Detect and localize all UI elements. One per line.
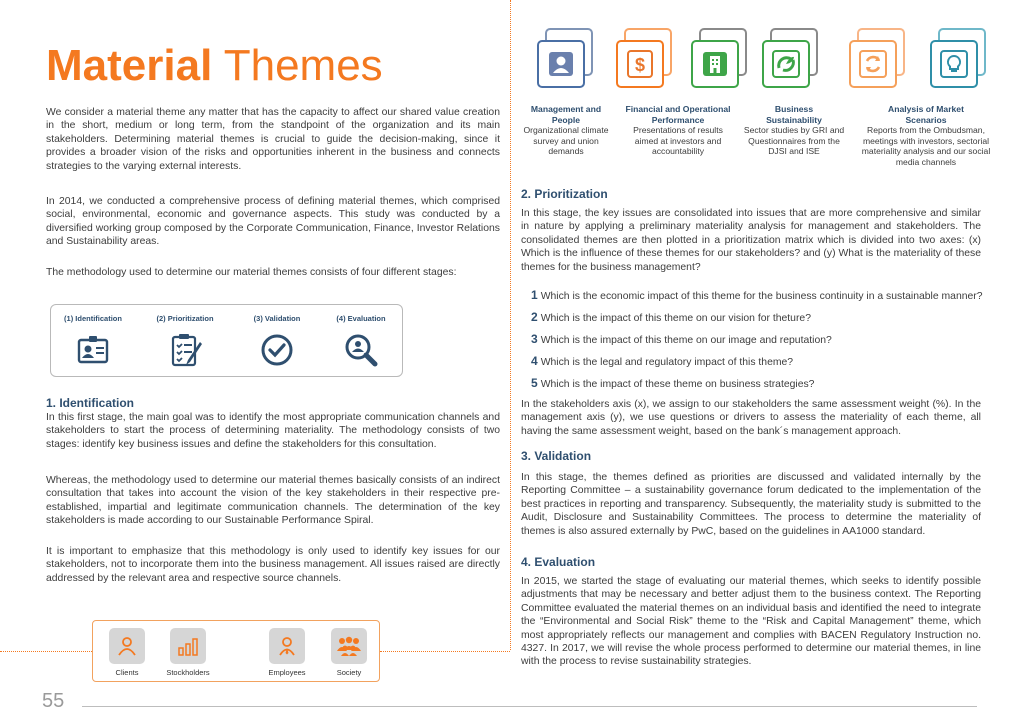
stages-diagram xyxy=(50,304,403,377)
svg-text:$: $ xyxy=(634,55,646,75)
stakeholder-label: Society xyxy=(336,668,362,677)
category-heading: Financial and Operational Performance xyxy=(625,104,731,125)
category-heading: Business Sustainability xyxy=(766,104,822,125)
stakeholder-tile xyxy=(109,628,145,664)
stakeholder-employees xyxy=(257,628,317,677)
stakeholder-label: Employees xyxy=(268,668,306,677)
question-text: Which is the impact of these theme on business strategies? xyxy=(540,379,815,390)
stage-label: (4) Evaluation xyxy=(336,314,386,323)
question-item xyxy=(531,351,1001,373)
question-text: Which is the economic impact of this theme for the business continuity in a sustainable manner? xyxy=(540,291,983,302)
stakeholder-tile xyxy=(170,628,206,664)
identification-heading: 1. Identification xyxy=(46,396,135,410)
stakeholders-diagram xyxy=(92,620,380,682)
question-number: 1 xyxy=(531,288,538,302)
group-icon xyxy=(336,635,362,657)
validation-paragraph: In this stage, the themes defined as priorities are discussed and validated internally by the Reporting Committee – a sustainability governance forum dedicated to the implementation of the best practices in reporting and transparency. Subsequently, the materiality study is submitted to the Audit, Disclosure and Sustainability Committees. The process to determine the materiality of themes is also assured externally by PwC, based on the guidelines in AA1000 standard. xyxy=(521,472,981,537)
question-number: 3 xyxy=(531,332,538,346)
question-number: 4 xyxy=(531,354,538,368)
page-title-bold: Material xyxy=(46,41,213,90)
prioritization-heading: 2. Prioritization xyxy=(521,187,608,201)
magnifier-icon xyxy=(343,332,379,368)
checklist-icon xyxy=(167,332,203,368)
question-item xyxy=(531,373,1001,395)
identification-paragraph-1: In this first stage, the main goal was to identify the most appropriate communication channels and stakeholders to start the process of determining materiality. The methodology consists of two stages: identify key business issues and define the stakeholders for this consultation. xyxy=(46,412,500,450)
employee-icon xyxy=(276,635,298,657)
category-heading: Management and People xyxy=(530,104,602,125)
intro-paragraph-3: The methodology used to determine our material themes consists of four different stages: xyxy=(46,267,457,278)
stage-evaluation xyxy=(321,314,401,373)
stakeholder-clients xyxy=(97,628,157,677)
question-text: Which is the impact of this theme on our image and reputation? xyxy=(540,335,832,346)
stage-prioritization xyxy=(145,314,225,373)
page-title-light: Themes xyxy=(223,41,383,90)
identification-paragraph-2: Whereas, the methodology used to determine our material themes basically consists of an indirect consultation that takes into account the vision of the key stakeholders in their respective pre-established, impartial and legitimate communication channels. The determination of the key stakeholders is made according to our Sustainable Performance Spiral. xyxy=(46,475,500,527)
stage-identification xyxy=(53,314,133,373)
identification-paragraph-3: It is important to emphasize that this methodology is only used to identify key issues for our stakeholders, not to incorporate them into the business management. All issues raised are directly addressed by the relevant area and respective source channels. xyxy=(46,546,500,584)
evaluation-heading: 4. Evaluation xyxy=(521,555,596,569)
stakeholder-tile xyxy=(331,628,367,664)
stage-label: (1) Identification xyxy=(64,314,122,323)
prioritization-after-paragraph: In the stakeholders axis (x), we assign to our stakeholders the same assessment weight (%). In the management axis (y), we use questions or drivers to assess the materiality of each theme, all having the same assessment weight, based on the bank´s management approach. xyxy=(521,399,981,437)
stage-validation xyxy=(237,314,317,373)
intro-paragraph-1: We consider a material theme any matter that has the capacity to affect our shared value creation in the short, medium or long term, from the standpoint of the organization and its main stakeholders. Determining material themes is crucial to guide the decision-making, since it provides a broader vision of the risks and opportunities inherent in the business and connects strategies to the varying external interests. xyxy=(46,107,500,172)
stage-label: (3) Validation xyxy=(253,314,301,323)
column-divider xyxy=(510,0,511,650)
category-text: Presentations of results aimed at investors and accountability xyxy=(633,125,723,157)
stakeholder-stockholders xyxy=(158,628,218,677)
question-item xyxy=(531,307,1001,329)
question-number: 5 xyxy=(531,376,538,390)
page-title xyxy=(46,40,383,92)
question-item xyxy=(531,329,1001,351)
stage-label: (2) Prioritization xyxy=(156,314,214,323)
check-circle-icon xyxy=(259,332,295,368)
category-text: Sector studies by GRI and Questionnaires from the DJSI and ISE xyxy=(743,125,845,157)
prioritization-paragraph: In this stage, the key issues are consolidated into issues that are more comprehensive and similar in nature by applying a preliminary materiality analysis for management and stakeholders. The consolidated themes are then plotted in a prioritization matrix which is divided into two axes: (x) Which is the influence of these themes for our stakeholders? and (y) What is the materiality of these themes for the business management? xyxy=(521,208,981,273)
id-card-icon xyxy=(75,332,111,368)
right-column xyxy=(521,0,999,724)
stakeholder-tile xyxy=(269,628,305,664)
intro-paragraph-2: In 2014, we conducted a comprehensive process of defining material themes, which comprised social, environmental, economic and governance aspects. This study was conducted by a diversified working group composed by the Corporate Communication, Finance, Investor Relations and Sustainability areas. xyxy=(46,196,500,248)
question-number: 2 xyxy=(531,310,538,324)
person-icon xyxy=(116,635,138,657)
question-text: Which is the legal and regulatory impact of this theme? xyxy=(540,357,794,368)
stakeholder-label: Clients xyxy=(115,668,139,677)
stakeholder-society xyxy=(319,628,379,677)
stakeholder-label: Stockholders xyxy=(166,668,210,677)
question-text: Which is the impact of this theme on our vision for theture? xyxy=(540,313,811,324)
category-text: Organizational climate survey and union demands xyxy=(523,125,609,157)
evaluation-paragraph: In 2015, we started the stage of evaluating our material themes, which seeks to identify possible adjustments that may be necessary and better adjust them to the business context. The Reporting Committee evaluated the material themes on an individual basis and identified the need to integrate the “Environmental and Social Risk” theme to the “Risk and Capital Management” theme, which most appropriately reflects our management and complies with BACEN Regulatory Instruction no. 4327. In 2017, we will revise the whole process performed to determine our material themes, in line with the process to revise sustainability strategies. xyxy=(521,576,981,668)
validation-heading: 3. Validation xyxy=(521,449,592,463)
category-text: Reports from the Ombudsman, meetings with investors, sectorial materiality analysis and our social media channels xyxy=(861,125,991,167)
prioritization-questions xyxy=(531,285,1001,395)
page-number: 55 xyxy=(42,690,65,712)
category-heading: Analysis of Market Scenarios xyxy=(888,104,964,125)
bar-chart-icon xyxy=(177,635,199,657)
question-item xyxy=(531,285,1001,307)
